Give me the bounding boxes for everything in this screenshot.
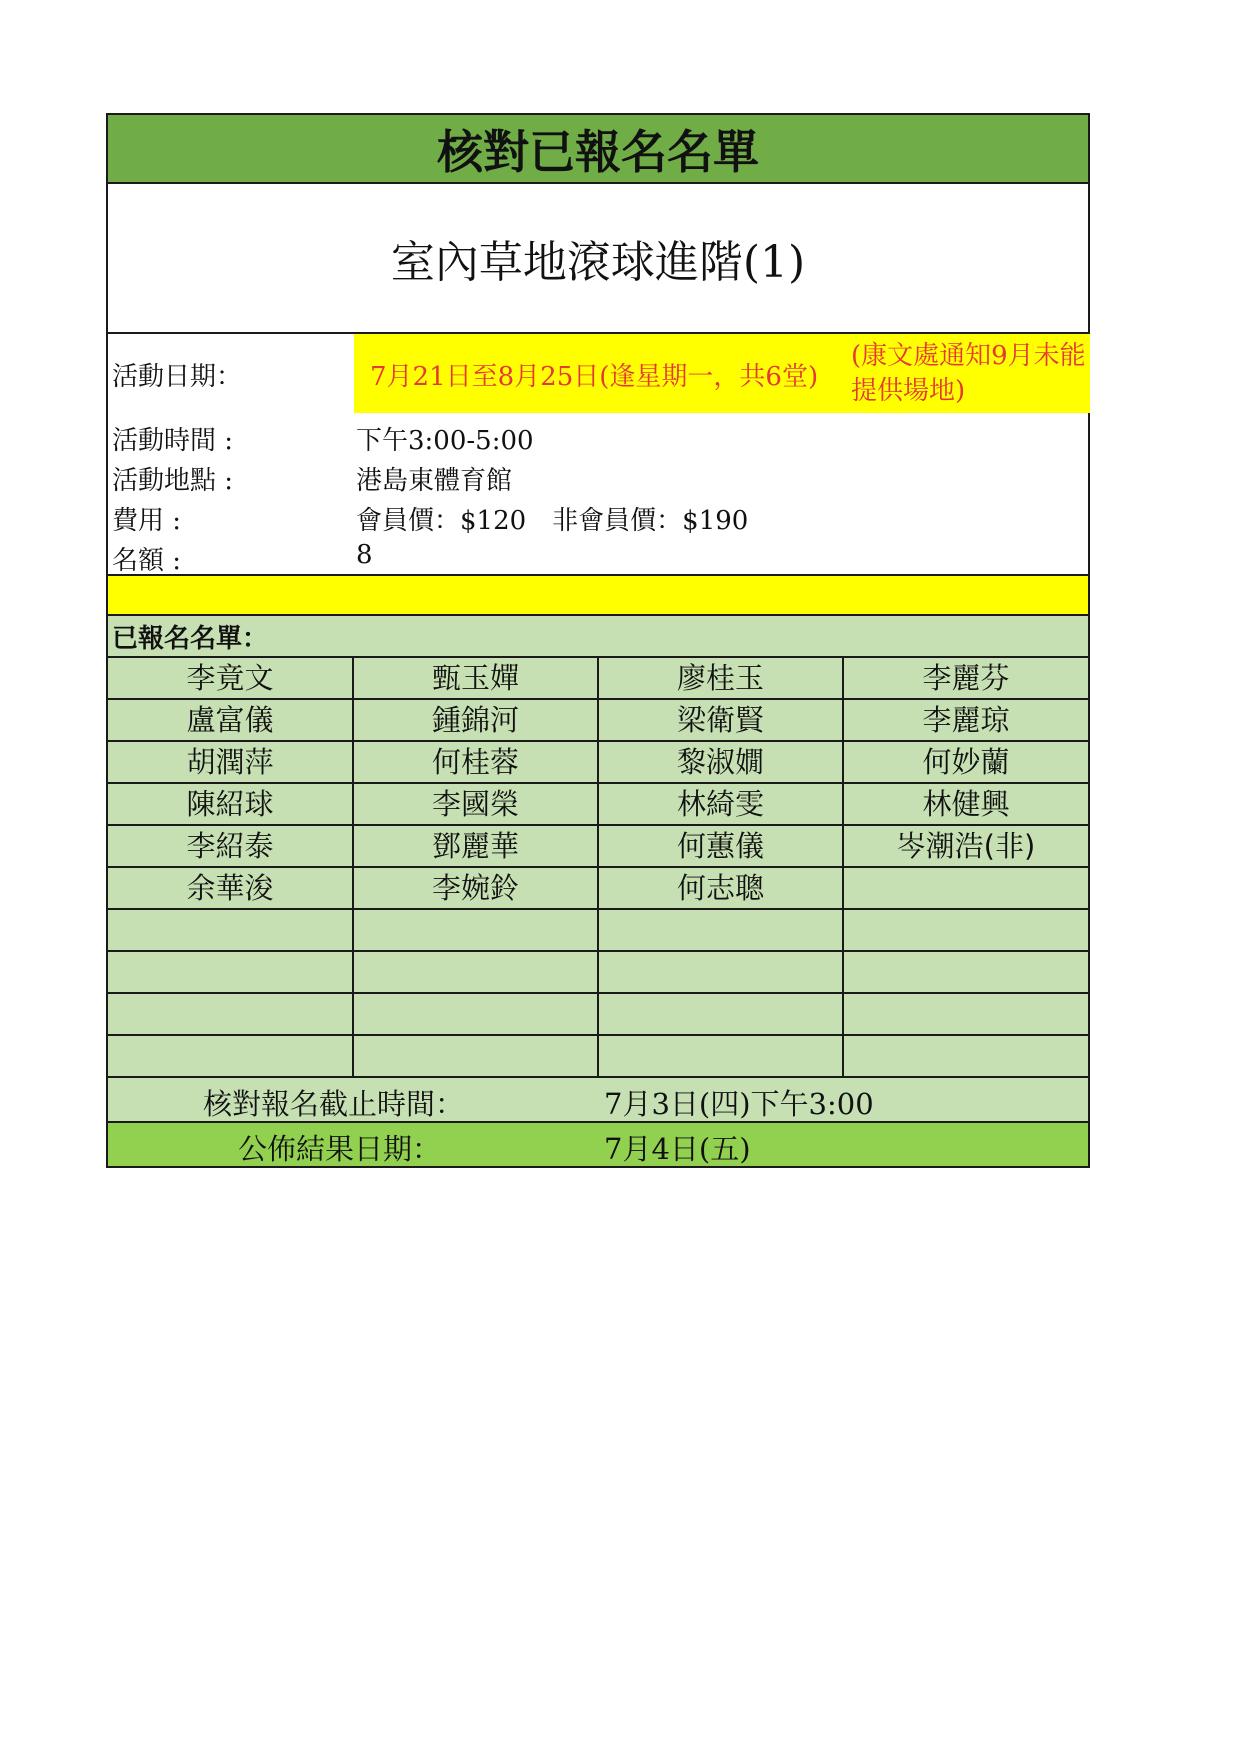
name-cell: 甄玉嬋: [353, 658, 598, 699]
deadline-label: 核對報名截止時間：: [203, 1087, 465, 1121]
name-cell: 李麗芬: [843, 658, 1088, 699]
name-cell: 林綺雯: [598, 783, 843, 825]
name-cell: [843, 951, 1088, 993]
name-cell: 黎淑嫺: [598, 741, 843, 783]
name-cell: [598, 1035, 843, 1077]
table-row: [108, 699, 1088, 741]
table-row: [108, 867, 1088, 909]
name-cell: 李國榮: [353, 783, 598, 825]
name-cell: [598, 951, 843, 993]
table-row: [108, 825, 1088, 867]
name-cell: [843, 993, 1088, 1035]
separator-band: [108, 574, 1088, 616]
name-cell: 廖桂玉: [598, 658, 843, 699]
name-cell: 盧富儀: [108, 699, 353, 741]
name-cell: [353, 993, 598, 1035]
table-row: [108, 783, 1088, 825]
name-cell: 鍾錦河: [353, 699, 598, 741]
registered-names-table: [108, 658, 1088, 1078]
name-cell: [598, 993, 843, 1035]
venue-value: 港島東體育館: [356, 466, 513, 496]
table-row: [108, 658, 1088, 699]
activity-info: [108, 334, 1088, 574]
result-label: 公佈結果日期：: [238, 1132, 442, 1166]
quota-value: 8: [356, 540, 373, 570]
deadline-value: 7月3日(四)下午3:00: [604, 1087, 874, 1121]
name-cell: 梁衛賢: [598, 699, 843, 741]
table-row: [108, 741, 1088, 783]
fee-value: 會員價：$120 非會員價：$190: [356, 506, 749, 536]
time-value: 下午3:00-5:00: [356, 426, 534, 456]
venue-label: 活動地點 :: [112, 466, 234, 496]
fee-label: 費用 :: [112, 506, 182, 536]
name-cell: [353, 909, 598, 951]
time-label: 活動時間 :: [112, 426, 234, 456]
name-cell: [108, 993, 353, 1035]
result-row: [108, 1123, 1088, 1166]
name-cell: 李竟文: [108, 658, 353, 699]
name-cell: 何桂蓉: [353, 741, 598, 783]
name-cell: [353, 951, 598, 993]
name-cell: 陳紹球: [108, 783, 353, 825]
name-cell: 岑潮浩(非): [843, 825, 1088, 867]
name-cell: [843, 867, 1088, 909]
quota-label: 名額 :: [112, 546, 182, 576]
name-cell: 胡潤萍: [108, 741, 353, 783]
name-cell: 鄧麗華: [353, 825, 598, 867]
table-row: [108, 909, 1088, 951]
table-row: [108, 1035, 1088, 1077]
name-cell: 何志聰: [598, 867, 843, 909]
sheet-title: 核對已報名名單: [108, 115, 1088, 184]
name-cell: 林健興: [843, 783, 1088, 825]
table-row: [108, 993, 1088, 1035]
registered-list-header: 已報名名單：: [108, 616, 1088, 658]
date-note: (康文處通知9月未能提供場地): [851, 341, 1086, 406]
name-cell: [108, 909, 353, 951]
name-cell: [108, 951, 353, 993]
result-value: 7月4日(五): [604, 1132, 751, 1166]
deadline-row: [108, 1078, 1088, 1123]
name-cell: 余華浚: [108, 867, 353, 909]
name-cell: 李麗琼: [843, 699, 1088, 741]
name-cell: 何妙蘭: [843, 741, 1088, 783]
course-name: 室內草地滾球進階(1): [108, 184, 1088, 334]
table-row: [108, 951, 1088, 993]
date-label: 活動日期：: [112, 362, 243, 392]
name-cell: 李婉鈴: [353, 867, 598, 909]
name-cell: 李紹泰: [108, 825, 353, 867]
name-cell: [598, 909, 843, 951]
date-value: 7月21日至8月25日(逢星期一，共6堂): [370, 362, 819, 392]
name-cell: 何蕙儀: [598, 825, 843, 867]
name-cell: [843, 909, 1088, 951]
name-cell: [353, 1035, 598, 1077]
name-cell: [108, 1035, 353, 1077]
name-cell: [843, 1035, 1088, 1077]
registration-sheet: [106, 113, 1090, 1168]
